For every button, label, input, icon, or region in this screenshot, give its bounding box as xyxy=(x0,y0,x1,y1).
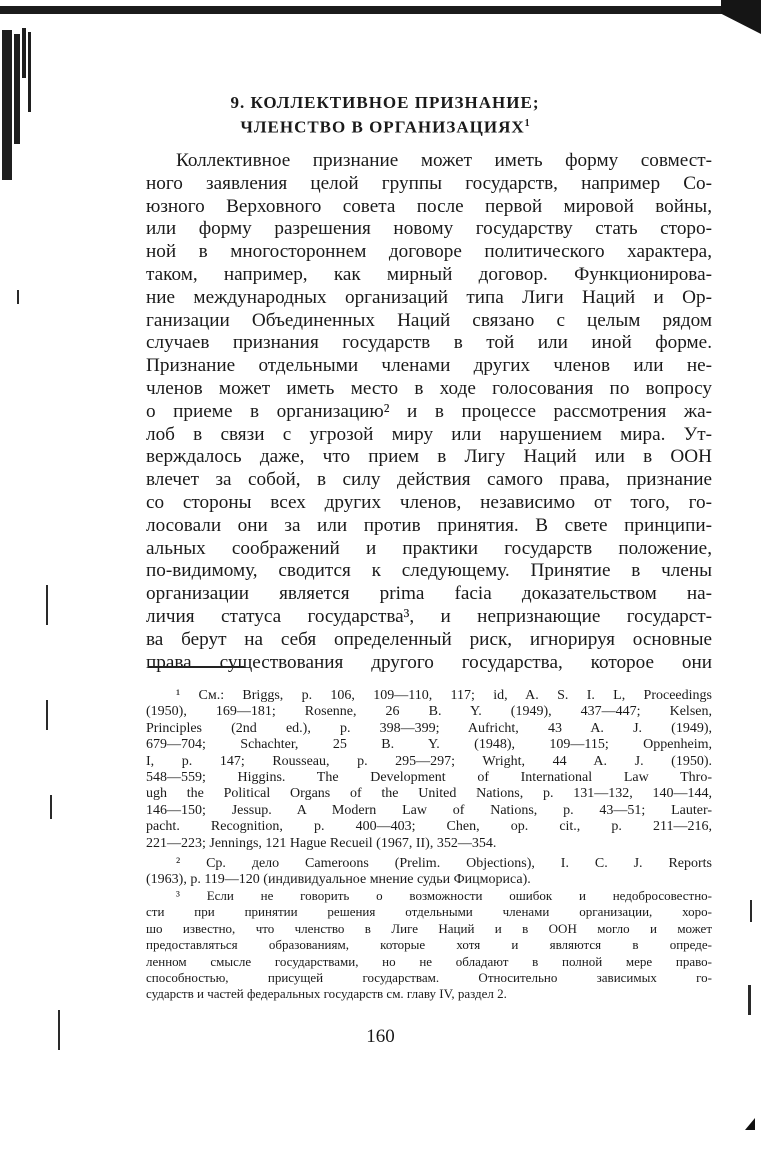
footnote-line: (1963), p. 119—120 (индивидуальное мнение судьи Фицмориса). xyxy=(146,872,531,888)
footnote-line: сти при принятии решения отдельными членами организации, хоро- xyxy=(146,904,712,920)
scan-mark xyxy=(46,585,48,625)
footnote-line: сударств и частей федеральных государств см. главу IV, раздел 2. xyxy=(146,986,507,1002)
footnote-line: способностью, присущей государствам. Относительно зависимых го- xyxy=(146,969,712,985)
section-heading xyxy=(140,92,630,138)
heading-line-1: 9. КОЛЛЕКТИВНОЕ ПРИЗНАНИЕ; xyxy=(230,93,540,112)
body-line: ного заявления целой группы государств, например Со- xyxy=(146,172,712,194)
body-line: ние международных организаций типа Лиги Наций и Ор- xyxy=(146,286,712,308)
body-line: со стороны всех других членов, независимо от того, го- xyxy=(146,491,712,513)
footnote-separator xyxy=(148,666,244,668)
body-line: ва берут на себя определенный риск, игнорируя основные xyxy=(146,628,712,650)
footnote-line: ugh the Political Organs of the United Nations, p. 131—132, 140—144, xyxy=(146,786,712,802)
footnote-line: (1950), 169—181; Rosenne, 26 B. Y. (1949), 437—447; Kelsen, xyxy=(146,704,712,720)
footnote-line: ³ Если не говорить о возможности ошибок и недобросовестно- xyxy=(176,888,712,903)
body-line: верждалось даже, что прием в Лигу Наций или в ООН xyxy=(146,446,712,468)
page-number: 160 xyxy=(366,1026,395,1047)
footnote-2 xyxy=(146,856,712,889)
body-line: таком, например, как мирный договор. Функционирова- xyxy=(146,263,712,285)
heading-footnote-ref: 1 xyxy=(524,118,530,129)
heading-line-2-text: ЧЛЕНСТВО В ОРГАНИЗАЦИЯХ xyxy=(240,117,525,137)
body-line: альных соображений и практики государств положение, xyxy=(146,537,712,559)
footnote-line: 221—223; Jennings, 121 Hague Recueil (1967, II), 352—354. xyxy=(146,835,497,851)
scan-mark xyxy=(50,795,52,819)
footnote-line: шо известно, что членство в Лиге Наций и в ООН могло и может xyxy=(146,920,712,936)
footnote-line: предоставляться образованиям, которые хотя и являются в опреде- xyxy=(146,937,712,953)
body-line: лоб в связи с угрозой миру или нарушением мира. Ут- xyxy=(146,423,712,445)
footnote-line: ¹ См.: Briggs, p. 106, 109—110, 117; id, A. S. I. L, Proceedings xyxy=(176,688,712,703)
body-line: членов может иметь место в ходе голосования по вопросу xyxy=(146,377,712,399)
footnote-line: ленном смысле государствами, но не обладают в полной мере право- xyxy=(146,953,712,969)
body-line: влечет за собой, в силу действия самого права, признание xyxy=(146,469,712,491)
body-line: Признание отдельными членами других членов или не- xyxy=(146,355,712,377)
body-line: по-видимому, сводится к следующему. Принятие в члены xyxy=(146,560,712,582)
body-line: права существования другого государства, которое они xyxy=(146,651,712,673)
footnote-line: I, p. 147; Rousseau, p. 295—297; Wright, 44 A. J. (1950). xyxy=(146,753,712,769)
footnote-3 xyxy=(146,888,712,1003)
heading-line-2 xyxy=(140,113,630,138)
scan-mark xyxy=(46,700,48,730)
body-line: ганизации Объединенных Наций связано с целым рядом xyxy=(146,309,712,331)
body-paragraph xyxy=(146,150,712,674)
scan-mark-corner xyxy=(745,1118,755,1130)
footnote-line: 679—704; Schachter, 25 B. Y. (1948), 109—115; Oppenheim, xyxy=(146,737,712,753)
footnote-line: ² Ср. дело Cameroons (Prelim. Objections), I. C. J. Reports xyxy=(176,856,712,871)
body-line: юзного Верховного совета после первой мировой войны, xyxy=(146,195,712,217)
scan-mark xyxy=(750,900,752,922)
footnote-line: 548—559; Higgins. The Development of International Law Thro- xyxy=(146,769,712,785)
scan-edge-top xyxy=(0,0,761,26)
footnote-line: Principles (2nd ed.), p. 398—399; Aufricht, 43 A. J. (1949), xyxy=(146,720,712,736)
scan-edge-left xyxy=(0,26,38,286)
body-line: случаев признания государств в той или иной форме. xyxy=(146,332,712,354)
body-line: ной в многостороннем договоре политического характера, xyxy=(146,241,712,263)
scan-mark xyxy=(748,985,751,1015)
body-line: Коллективное признание может иметь форму совмест- xyxy=(176,150,712,171)
footnote-line: pacht. Recognition, p. 400—403; Chen, op. cit., p. 211—216, xyxy=(146,819,712,835)
body-line: личия статуса государства³, и непризнающие государст- xyxy=(146,605,712,627)
scan-mark xyxy=(17,290,19,304)
body-line: о приеме в организацию² и в процессе рассмотрения жа- xyxy=(146,400,712,422)
body-line: или форму разрешения новому государству стать сторо- xyxy=(146,218,712,240)
body-line: лосовали они за или против принятия. В свете принципи- xyxy=(146,514,712,536)
body-line: организации является prima facia доказательством на- xyxy=(146,583,712,605)
footnote-1 xyxy=(146,688,712,852)
footnote-line: 146—150; Jessup. A Modern Law of Nations, p. 43—51; Lauter- xyxy=(146,802,712,818)
